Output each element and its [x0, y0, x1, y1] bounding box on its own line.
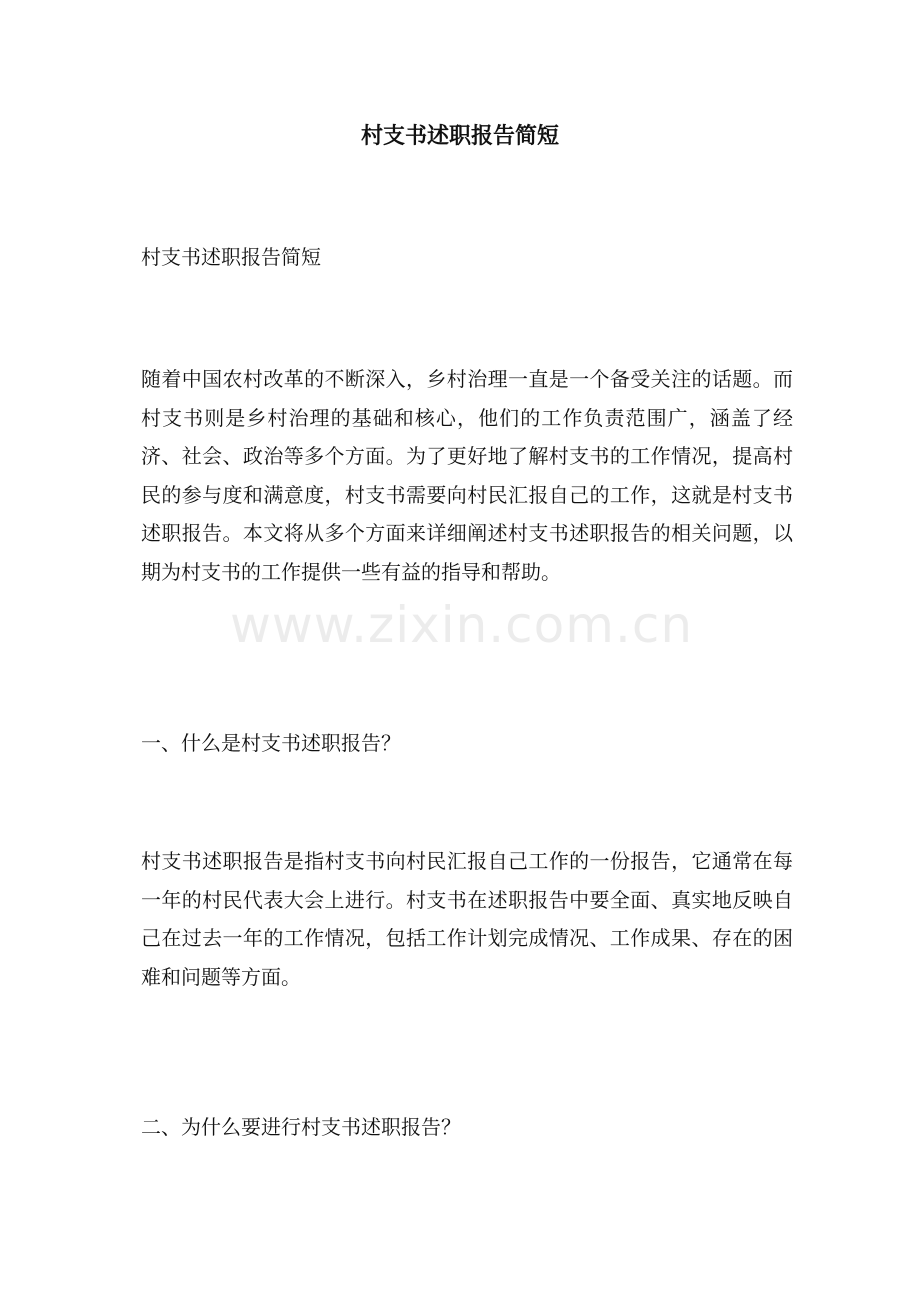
- paragraph-intro: 随着中国农村改革的不断深入，乡村治理一直是一个备受关注的话题。而村支书则是乡村治理的基础和核心，他们的工作负责范围广，涵盖了经济、社会、政治等多个方面。为了更好地了解村支书的工作情况，提高村民的参与度和满意度，村支书需要向村民汇报自己的工作，这就是村支书述职报告。本文将从多个方面来详细阐述村支书述职报告的相关问题，以期为村支书的工作提供一些有益的指导和帮助。: [141, 367, 793, 584]
- paragraph-definition: 村支书述职报告是指村支书向村民汇报自己工作的一份报告，它通常在每一年的村民代表大会上进行。村支书在述职报告中要全面、真实地反映自己在过去一年的工作情况，包括工作计划完成情况、工作成果、存在的困难和问题等方面。: [141, 849, 793, 989]
- document-subtitle: 村支书述职报告简短: [141, 245, 321, 269]
- section-heading-1: 一、什么是村支书述职报告？: [141, 731, 401, 755]
- document-title: 村支书述职报告简短: [360, 123, 559, 149]
- watermark: www.zixin.com.cn: [230, 596, 694, 654]
- section-heading-2: 二、为什么要进行村支书述职报告？: [141, 1115, 461, 1139]
